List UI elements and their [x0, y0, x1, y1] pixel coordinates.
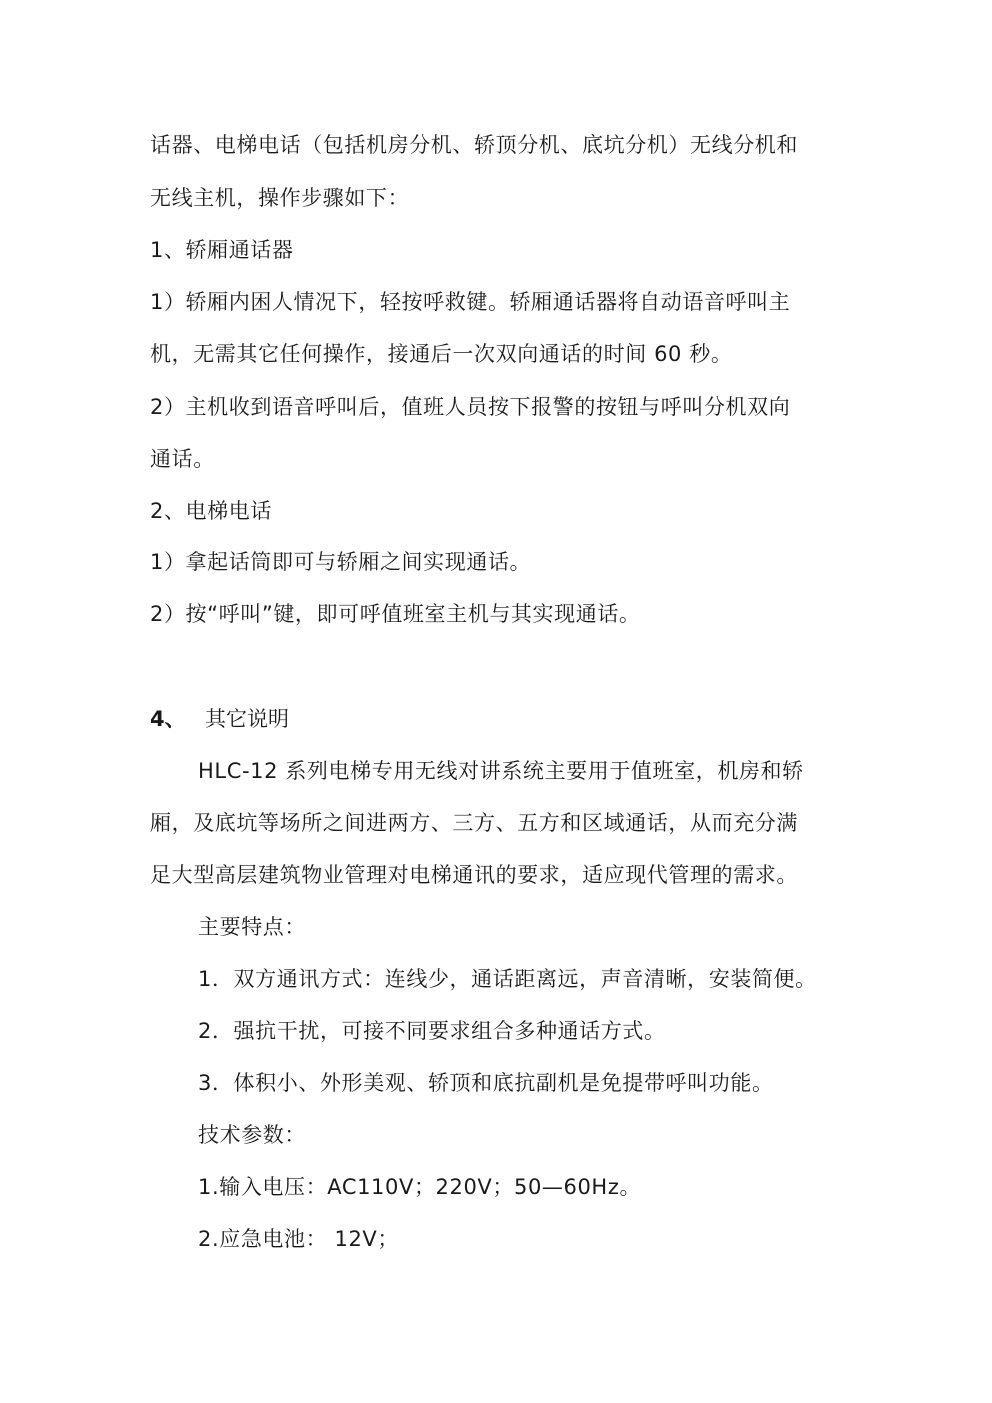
feature-item: 2．强抗干扰，可接不同要求组合多种通话方式。	[198, 1019, 666, 1043]
feature-item: 3．体积小、外形美观、轿顶和底抗副机是免提带呼叫功能。	[198, 1071, 774, 1095]
specs-heading: 技术参数：	[198, 1123, 306, 1147]
paragraph-line: 1）轿厢内困人情况下，轻按呼救键。轿厢通话器将自动语音呼叫主	[150, 290, 791, 314]
paragraph-line: 无线主机，操作步骤如下：	[150, 186, 410, 210]
paragraph-line: 机，无需其它任何操作，接通后一次双向通话的时间 60 秒。	[150, 342, 733, 366]
features-heading: 主要特点：	[198, 915, 306, 939]
paragraph-line: 2）按“呼叫”键，即可呼值班室主机与其实现通话。	[150, 602, 641, 626]
paragraph-line: 1）拿起话筒即可与轿厢之间实现通话。	[150, 550, 532, 574]
paragraph-line: 足大型高层建筑物业管理对电梯通讯的要求，适应现代管理的需求。	[150, 863, 798, 887]
paragraph-line: 2）主机收到语音呼叫后，值班人员按下报警的按钮与呼叫分机双向	[150, 395, 791, 419]
section-heading	[150, 705, 289, 733]
section-title: 其它说明	[205, 707, 289, 731]
paragraph-line: 厢，及底坑等场所之间进两方、三方、五方和区域通话，从而充分满	[150, 811, 798, 835]
paragraph-line: HLC-12 系列电梯专用无线对讲系统主要用于值班室，机房和轿	[198, 759, 804, 783]
paragraph-line: 话器、电梯电话（包括机房分机、轿顶分机、底坑分机）无线分机和	[150, 133, 798, 157]
paragraph-line: 通话。	[150, 447, 215, 471]
subheading-elevator-phone: 2、电梯电话	[150, 499, 272, 523]
spec-item: 1.输入电压：AC110V；220V；50—60Hz。	[198, 1175, 642, 1199]
spec-item: 2.应急电池： 12V；	[198, 1227, 399, 1251]
feature-item: 1．双方通讯方式：连线少，通话距离远，声音清晰，安装简便。	[198, 967, 817, 991]
subheading-elevator-intercom: 1、轿厢通话器	[150, 238, 294, 262]
section-number: 4、	[150, 707, 186, 731]
